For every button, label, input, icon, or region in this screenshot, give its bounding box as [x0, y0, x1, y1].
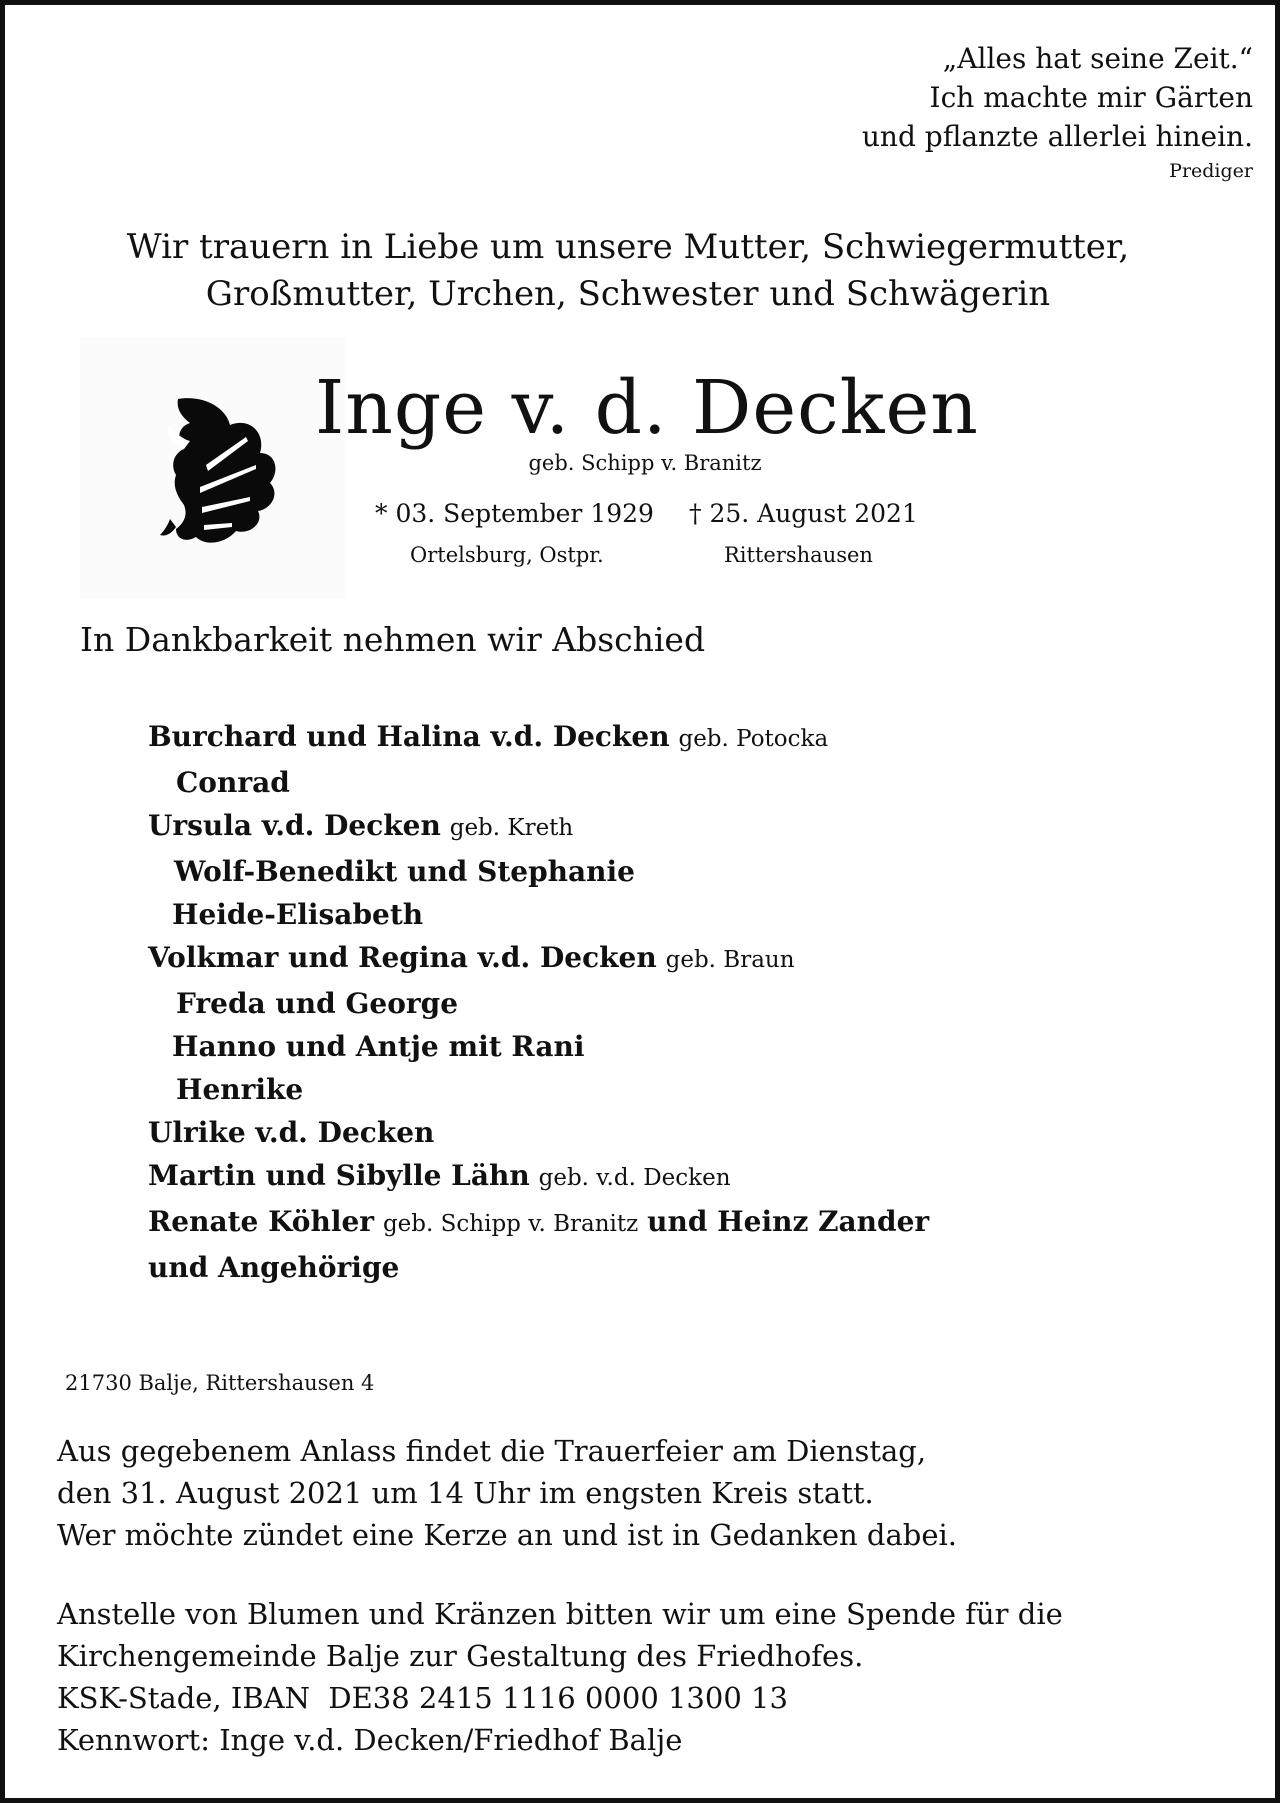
- death-date: † 25. August 2021: [689, 499, 918, 528]
- mourner-entry: und Angehörige: [148, 1251, 400, 1284]
- quote: [862, 39, 1253, 156]
- birth-date: * 03. September 1929: [375, 499, 654, 528]
- donation-keyword: Kennwort: Inge v.d. Decken/Friedhof Balje: [57, 1723, 683, 1757]
- intro-line: Großmutter, Urchen, Schwester und Schwägerin: [205, 274, 1051, 314]
- emblem: [80, 337, 345, 599]
- black-wing-icon: [80, 337, 345, 599]
- quote-line: „Alles hat seine Zeit.“: [942, 42, 1253, 75]
- mourner-entry: Ursula v.d. Decken geb. Kreth: [148, 809, 574, 842]
- mourners-list: [148, 715, 929, 1289]
- quote-source: Prediger: [1169, 160, 1253, 182]
- intro-text: [0, 224, 1275, 318]
- mourner-entry: Ulrike v.d. Decken: [148, 1116, 435, 1149]
- donation-iban: KSK-Stade, IBAN DE38 2415 1116 0000 1300 13: [57, 1681, 788, 1715]
- mourner-entry: Burchard und Halina v.d. Decken geb. Potocka: [148, 720, 829, 753]
- donation-line: Anstelle von Blumen und Kränzen bitten wir um eine Spende für die: [57, 1597, 1063, 1631]
- ceremony-line: Aus gegebenem Anlass findet die Trauerfeier am Dienstag,: [57, 1434, 927, 1468]
- death-place: Rittershausen: [724, 543, 873, 567]
- mourner-entry: Wolf-Benedikt und Stephanie: [174, 855, 635, 888]
- mourner-entry: Henrike: [176, 1073, 304, 1106]
- mourner-entry: Renate Köhler geb. Schipp v. Branitz und Heinz Zander: [148, 1205, 930, 1238]
- mourner-entry: Martin und Sibylle Lähn geb. v.d. Decken: [148, 1159, 731, 1192]
- ceremony-line: Wer möchte zündet eine Kerze an und ist in Gedanken dabei.: [57, 1518, 957, 1552]
- deceased-name: Inge v. d. Decken: [315, 365, 979, 451]
- mourner-entry: Freda und George: [176, 987, 459, 1020]
- quote-line: Ich machte mir Gärten: [929, 81, 1253, 114]
- mourner-entry: Volkmar und Regina v.d. Decken geb. Braun: [148, 941, 795, 974]
- mourner-entry: Heide-Elisabeth: [172, 898, 424, 931]
- address: 21730 Balje, Rittershausen 4: [65, 1371, 375, 1395]
- intro-line: Wir trauern in Liebe um unsere Mutter, Schwiegermutter,: [126, 227, 1130, 267]
- ceremony-text: [57, 1430, 957, 1556]
- mourner-entry: Conrad: [176, 766, 290, 799]
- farewell-line: In Dankbarkeit nehmen wir Abschied: [80, 620, 706, 659]
- birth-place: Ortelsburg, Ostpr.: [410, 543, 604, 567]
- maiden-name: geb. Schipp v. Branitz: [528, 451, 762, 475]
- donation-line: Kirchengemeinde Balje zur Gestaltung des Friedhofes.: [57, 1639, 864, 1673]
- ceremony-line: den 31. August 2021 um 14 Uhr im engsten Kreis statt.: [57, 1476, 874, 1510]
- mourner-entry: Hanno und Antje mit Rani: [172, 1030, 585, 1063]
- quote-line: und pflanzte allerlei hinein.: [861, 120, 1253, 153]
- donation-text: [57, 1593, 1063, 1761]
